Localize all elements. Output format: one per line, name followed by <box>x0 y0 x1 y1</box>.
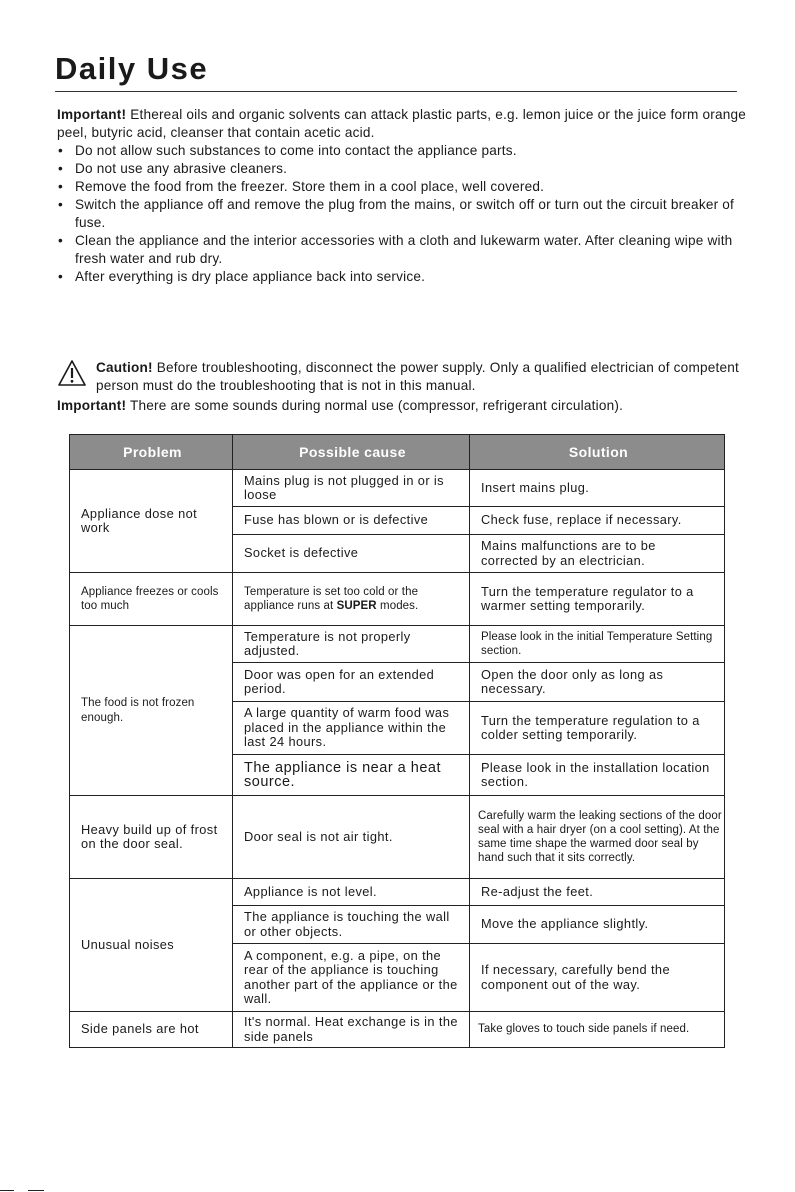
list-item <box>57 268 747 286</box>
solution-cell: Please look in the installation location section. <box>470 755 725 796</box>
list-item <box>57 232 747 268</box>
solution-cell: Please look in the initial Temperature Setting section. <box>470 626 725 663</box>
list-item <box>57 160 747 178</box>
important-text: Ethereal oils and organic solvents can attack plastic parts, e.g. lemon juice or the juice form orange peel, butyric acid, cleanser that contain acetic acid. <box>57 107 747 140</box>
cause-cell: A large quantity of warm food was placed in the appliance within the last 24 hours. <box>233 702 470 755</box>
solution-cell: Move the appliance slightly. <box>470 906 725 944</box>
troubleshooting-table <box>69 434 725 1048</box>
list-item-text: Clean the appliance and the interior accessories with a cloth and lukewarm water. After cleaning wipe with fresh water and rub dry. <box>75 233 733 266</box>
problem-cell: Appliance dose not work <box>70 470 233 573</box>
solution-cell: Re-adjust the feet. <box>470 879 725 906</box>
bullet-icon: • <box>58 197 63 212</box>
warning-triangle-icon <box>57 359 87 387</box>
cause-cell: Fuse has blown or is defective <box>233 507 470 535</box>
column-header-solution: Solution <box>470 435 725 470</box>
bullet-icon: • <box>58 269 63 284</box>
column-header-problem: Problem <box>70 435 233 470</box>
list-item-text: Do not use any abrasive cleaners. <box>75 161 288 176</box>
table-row <box>70 573 725 626</box>
caution-text: Before troubleshooting, disconnect the power supply. Only a qualified electrician of competent person must do the troubleshooting that is not in this manual. <box>96 360 739 393</box>
solution-cell: Carefully warm the leaking sections of the door seal with a hair dryer (on a cool setting). At the same time shape the warmed door seal by hand such that it sits correctly. <box>470 796 725 879</box>
bullet-icon: • <box>58 161 63 176</box>
solution-cell: Open the door only as long as necessary. <box>470 663 725 702</box>
super-mode-label: SUPER <box>336 600 377 612</box>
important-label: Important! <box>57 398 127 413</box>
important-sounds-text: There are some sounds during normal use (compressor, refrigerant circulation). <box>126 398 624 413</box>
solution-cell: Turn the temperature regulator to a warmer setting temporarily. <box>470 573 725 626</box>
solution-cell: Insert mains plug. <box>470 470 725 507</box>
table-header-row <box>70 435 725 470</box>
title-divider <box>55 91 737 92</box>
list-item <box>57 142 747 160</box>
problem-cell: Appliance freezes or cools too much <box>70 573 233 626</box>
cause-cell: Appliance is not level. <box>233 879 470 906</box>
bullet-icon: • <box>58 179 63 194</box>
cause-cell: Temperature is set too cold or the appliance runs at SUPER modes. <box>233 573 470 626</box>
problem-cell: Side panels are hot <box>70 1012 233 1048</box>
column-header-cause: Possible cause <box>233 435 470 470</box>
table-row <box>70 796 725 879</box>
cause-cell: Door was open for an extended period. <box>233 663 470 702</box>
caution-paragraph <box>96 359 746 395</box>
important-label: Important! <box>57 107 127 122</box>
bullet-icon: • <box>58 143 63 158</box>
cause-cell: A component, e.g. a pipe, on the rear of the appliance is touching another part of the appliance or the wall. <box>233 944 470 1012</box>
table-row <box>70 626 725 663</box>
crop-mark <box>0 1190 14 1191</box>
table-row <box>70 1012 725 1048</box>
list-item <box>57 196 747 232</box>
cause-cell: Temperature is not properly adjusted. <box>233 626 470 663</box>
solution-cell: Mains malfunctions are to be corrected by an electrician. <box>470 535 725 573</box>
problem-cell: Heavy build up of frost on the door seal. <box>70 796 233 879</box>
caution-label: Caution! <box>96 360 153 375</box>
cause-cell: The appliance is touching the wall or other objects. <box>233 906 470 944</box>
list-item-text: After everything is dry place appliance back into service. <box>75 269 426 284</box>
cause-cell: Socket is defective <box>233 535 470 573</box>
solution-cell: If necessary, carefully bend the component out of the way. <box>470 944 725 1012</box>
cause-cell: Mains plug is not plugged in or is loose <box>233 470 470 507</box>
cleaning-steps-list <box>57 142 747 286</box>
table-row <box>70 879 725 906</box>
crop-mark <box>28 1190 44 1191</box>
cause-cell: It's normal. Heat exchange is in the side panels <box>233 1012 470 1048</box>
bullet-icon: • <box>58 233 63 248</box>
list-item-text: Remove the food from the freezer. Store them in a cool place, well covered. <box>75 179 545 194</box>
list-item-text: Switch the appliance off and remove the plug from the mains, or switch off or turn out the circuit breaker of fuse. <box>75 197 735 230</box>
solution-cell: Check fuse, replace if necessary. <box>470 507 725 535</box>
cause-cell: Door seal is not air tight. <box>233 796 470 879</box>
solution-cell: Take gloves to touch side panels if need. <box>470 1012 725 1048</box>
list-item-text: Do not allow such substances to come into contact the appliance parts. <box>75 143 517 158</box>
table-row <box>70 470 725 507</box>
problem-cell: Unusual noises <box>70 879 233 1012</box>
problem-cell: The food is not frozen enough. <box>70 626 233 796</box>
solution-cell: Turn the temperature regulation to a colder setting temporarily. <box>470 702 725 755</box>
list-item <box>57 178 747 196</box>
important-sounds-note <box>57 397 747 415</box>
important-paragraph <box>57 106 747 142</box>
page-title: Daily Use <box>55 51 209 86</box>
cause-cell: The appliance is near a heat source. <box>233 755 470 796</box>
